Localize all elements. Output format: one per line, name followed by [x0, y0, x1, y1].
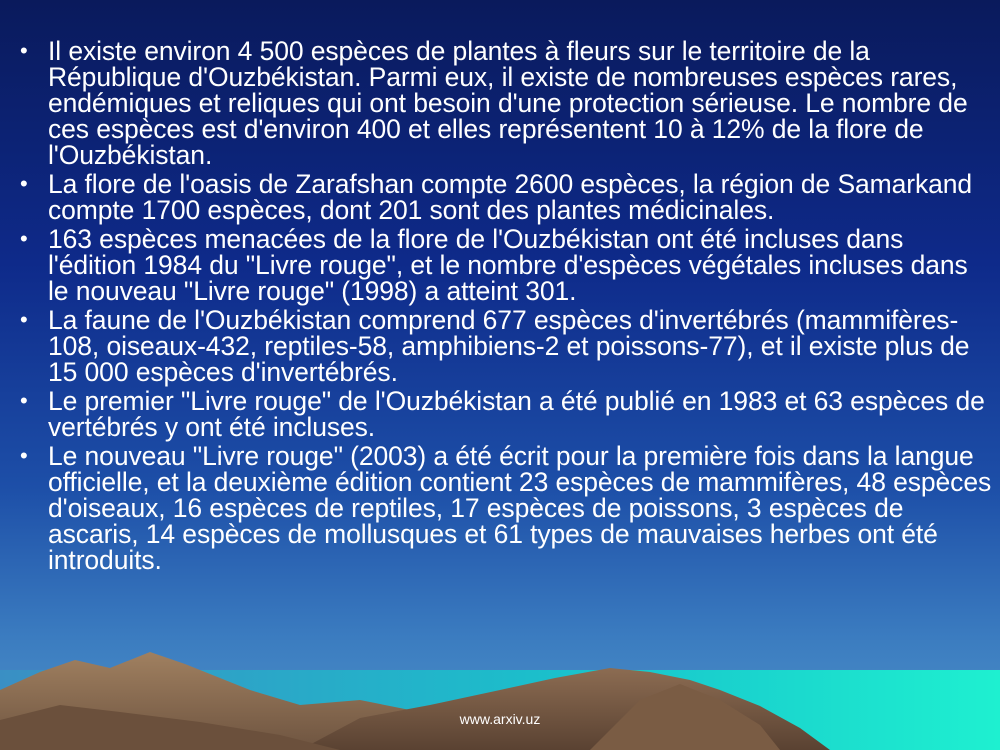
bullet-item — [18, 388, 993, 440]
bullet-marker: • — [20, 171, 28, 196]
bullet-marker: • — [20, 226, 28, 251]
bullet-marker: • — [20, 38, 28, 63]
bullet-list — [18, 38, 993, 576]
bullet-marker: • — [20, 388, 28, 413]
bullet-item — [18, 307, 993, 385]
bullet-text: Le nouveau "Livre rouge" (2003) a été écrit pour la première fois dans la langue officielle, et la deuxième édition contient 23 espèces de mammifères, 48 espèces d'oiseaux, 16 espèces de reptiles, 17 espèces de poissons, 3 espèces de ascaris, 14 espèces de mollusques et 61 types de mauvaises herbes ont été introduits. — [48, 441, 992, 575]
bullet-marker: • — [20, 307, 28, 332]
bullet-text: Le premier "Livre rouge" de l'Ouzbékistan a été publié en 1983 et 63 espèces de vertébrés y ont été incluses. — [48, 386, 985, 442]
bullet-item — [18, 226, 993, 304]
bullet-text: La flore de l'oasis de Zarafshan compte 2600 espèces, la région de Samarkand compte 1700 espèces, dont 201 sont des plantes médicinales. — [48, 169, 973, 225]
bullet-marker: • — [20, 443, 28, 468]
bullet-text: 163 espèces menacées de la flore de l'Ouzbékistan ont été incluses dans l'édition 1984 du "Livre rouge", et le nombre d'espèces végétales incluses dans le nouveau "Livre rouge" (1998) a atteint 301. — [48, 224, 968, 306]
bullet-text: La faune de l'Ouzbékistan comprend 677 espèces d'invertébrés (mammifères-108, oiseaux-432, reptiles-58, amphibiens-2 et poissons-77), et il existe plus de 15 000 espèces d'invertébrés. — [48, 305, 970, 387]
bullet-text: Il existe environ 4 500 espèces de plantes à fleurs sur le territoire de la République d'Ouzbékistan. Parmi eux, il existe de nombreuses espèces rares, endémiques et reliques qui ont besoin d'une protection sérieuse. Le nombre de ces espèces est d'environ 400 et elles représentent 10 à 12% de la flore de l'Ouzbékistan. — [48, 36, 968, 170]
bullet-item — [18, 38, 993, 168]
footer-website-link[interactable]: www.arxiv.uz — [459, 711, 541, 727]
bullet-item — [18, 171, 993, 223]
bullet-item — [18, 443, 993, 573]
